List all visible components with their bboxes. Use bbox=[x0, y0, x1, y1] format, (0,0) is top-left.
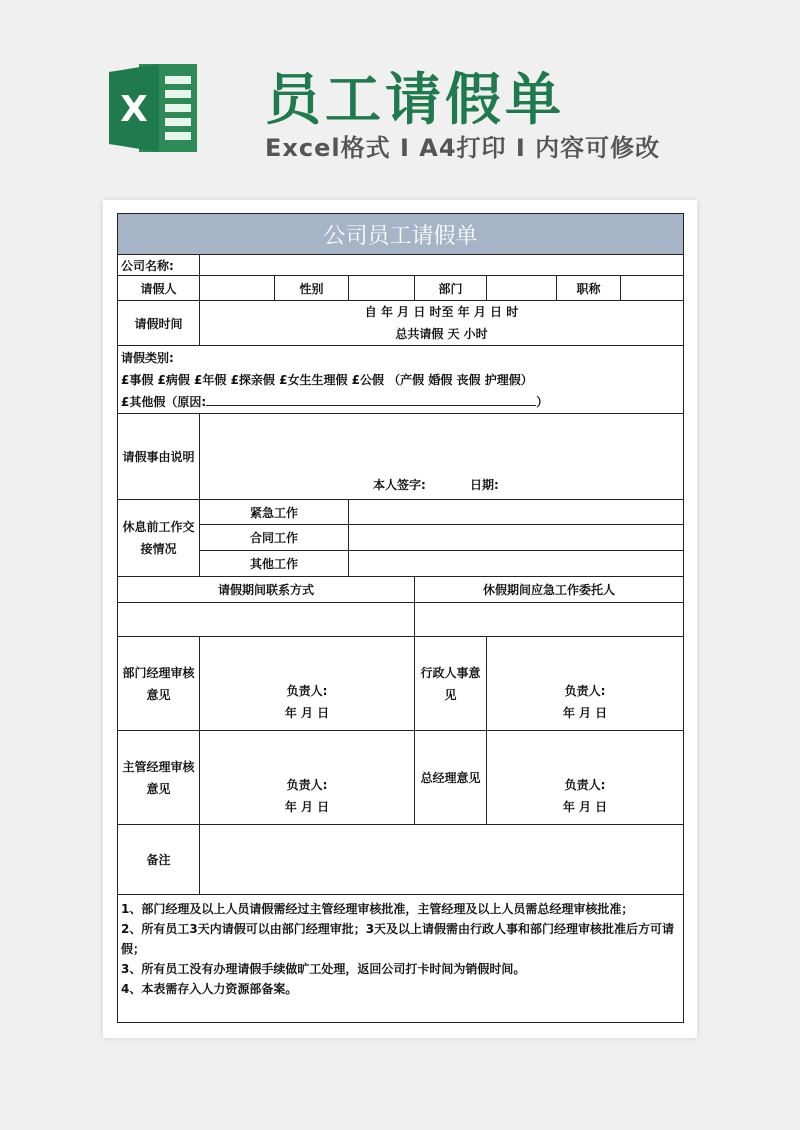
excel-logo-icon bbox=[103, 58, 203, 158]
hr-label: 行政人事意见 bbox=[415, 637, 487, 731]
time-line-2: 总共请假 天 小时 bbox=[395, 327, 488, 341]
time-field[interactable] bbox=[200, 301, 684, 346]
note-item: 2、所有员工3天内请假可以由部门经理审批；3天及以上请假需由行政人事和部门经理审核批准后方可请假； bbox=[121, 922, 675, 956]
time-label: 请假时间 bbox=[118, 301, 200, 346]
reason-label: 请假事由说明 bbox=[118, 414, 200, 500]
other-leave-close: ） bbox=[536, 394, 549, 409]
leave-form-table bbox=[117, 213, 684, 1023]
ymd-label: 年 月 日 bbox=[284, 706, 330, 720]
reason-field[interactable] bbox=[200, 414, 684, 500]
banner bbox=[0, 0, 800, 190]
gm-field[interactable] bbox=[487, 731, 684, 825]
note-item: 1、部门经理及以上人员请假需经过主管经理审核批准，主管经理及以上人员需总经理审核批准； bbox=[121, 902, 634, 916]
ymd-label: 年 月 日 bbox=[562, 706, 608, 720]
responsible-label: 负责人: bbox=[564, 778, 606, 792]
banner-subtitle: Excel格式 I A4打印 I 内容可修改 bbox=[265, 134, 661, 162]
applicant-field[interactable] bbox=[200, 276, 275, 301]
ymd-label: 年 月 日 bbox=[284, 800, 330, 814]
responsible-label: 负责人: bbox=[286, 684, 328, 698]
note-item: 4、本表需存入人力资源部备案。 bbox=[121, 982, 298, 996]
applicant-label: 请假人 bbox=[118, 276, 200, 301]
responsible-label: 负责人: bbox=[286, 778, 328, 792]
handover-other-field[interactable] bbox=[349, 551, 684, 577]
sign-label: 本人签字: bbox=[373, 478, 426, 492]
handover-contract-field[interactable] bbox=[349, 525, 684, 551]
handover-item-contract: 合同工作 bbox=[200, 525, 349, 551]
form-paper bbox=[103, 200, 697, 1038]
leave-type-title: 请假类别: bbox=[121, 350, 174, 365]
ymd-label: 年 月 日 bbox=[562, 800, 608, 814]
dept-manager-field[interactable] bbox=[200, 637, 415, 731]
form-title: 公司员工请假单 bbox=[118, 214, 684, 255]
supervisor-field[interactable] bbox=[200, 731, 415, 825]
remarks-label: 备注 bbox=[118, 825, 200, 895]
supervisor-label: 主管经理审核意见 bbox=[118, 731, 200, 825]
handover-item-other: 其他工作 bbox=[200, 551, 349, 577]
responsible-label: 负责人: bbox=[564, 684, 606, 698]
handover-item-urgent: 紧急工作 bbox=[200, 500, 349, 525]
contact-label: 请假期间联系方式 bbox=[118, 577, 415, 603]
other-leave-label: £其他假（原因: bbox=[121, 394, 207, 409]
other-leave-line bbox=[121, 391, 680, 413]
dept-manager-label: 部门经理审核意见 bbox=[118, 637, 200, 731]
company-field[interactable] bbox=[200, 255, 684, 276]
handover-urgent-field[interactable] bbox=[349, 500, 684, 525]
banner-title: 员工请假单 bbox=[265, 68, 565, 133]
date-label: 日期: bbox=[470, 478, 499, 492]
note-item: 3、所有员工没有办理请假手续做旷工处理，返回公司打卡时间为销假时间。 bbox=[121, 962, 526, 976]
dept-label: 部门 bbox=[415, 276, 487, 301]
position-field[interactable] bbox=[621, 276, 684, 301]
gender-field[interactable] bbox=[349, 276, 415, 301]
gm-label: 总经理意见 bbox=[415, 731, 487, 825]
gender-label: 性别 bbox=[275, 276, 349, 301]
contact-field[interactable] bbox=[118, 603, 415, 637]
remarks-field[interactable] bbox=[200, 825, 684, 895]
notes-cell bbox=[118, 895, 684, 1023]
delegate-field[interactable] bbox=[415, 603, 684, 637]
hr-field[interactable] bbox=[487, 637, 684, 731]
logo-letter: X bbox=[120, 89, 148, 130]
time-line-1: 自 年 月 日 时至 年 月 日 时 bbox=[364, 305, 519, 319]
handover-label: 休息前工作交接情况 bbox=[118, 500, 200, 577]
leave-type-options: £事假 £病假 £年假 £探亲假 £女生生理假 £公假 （产假 婚假 丧假 护理假） bbox=[121, 372, 533, 387]
other-reason-underline[interactable] bbox=[206, 393, 536, 406]
company-label: 公司名称: bbox=[118, 255, 200, 276]
leave-type-cell[interactable] bbox=[118, 346, 684, 414]
position-label: 职称 bbox=[557, 276, 621, 301]
dept-field[interactable] bbox=[487, 276, 557, 301]
delegate-label: 休假期间应急工作委托人 bbox=[415, 577, 684, 603]
